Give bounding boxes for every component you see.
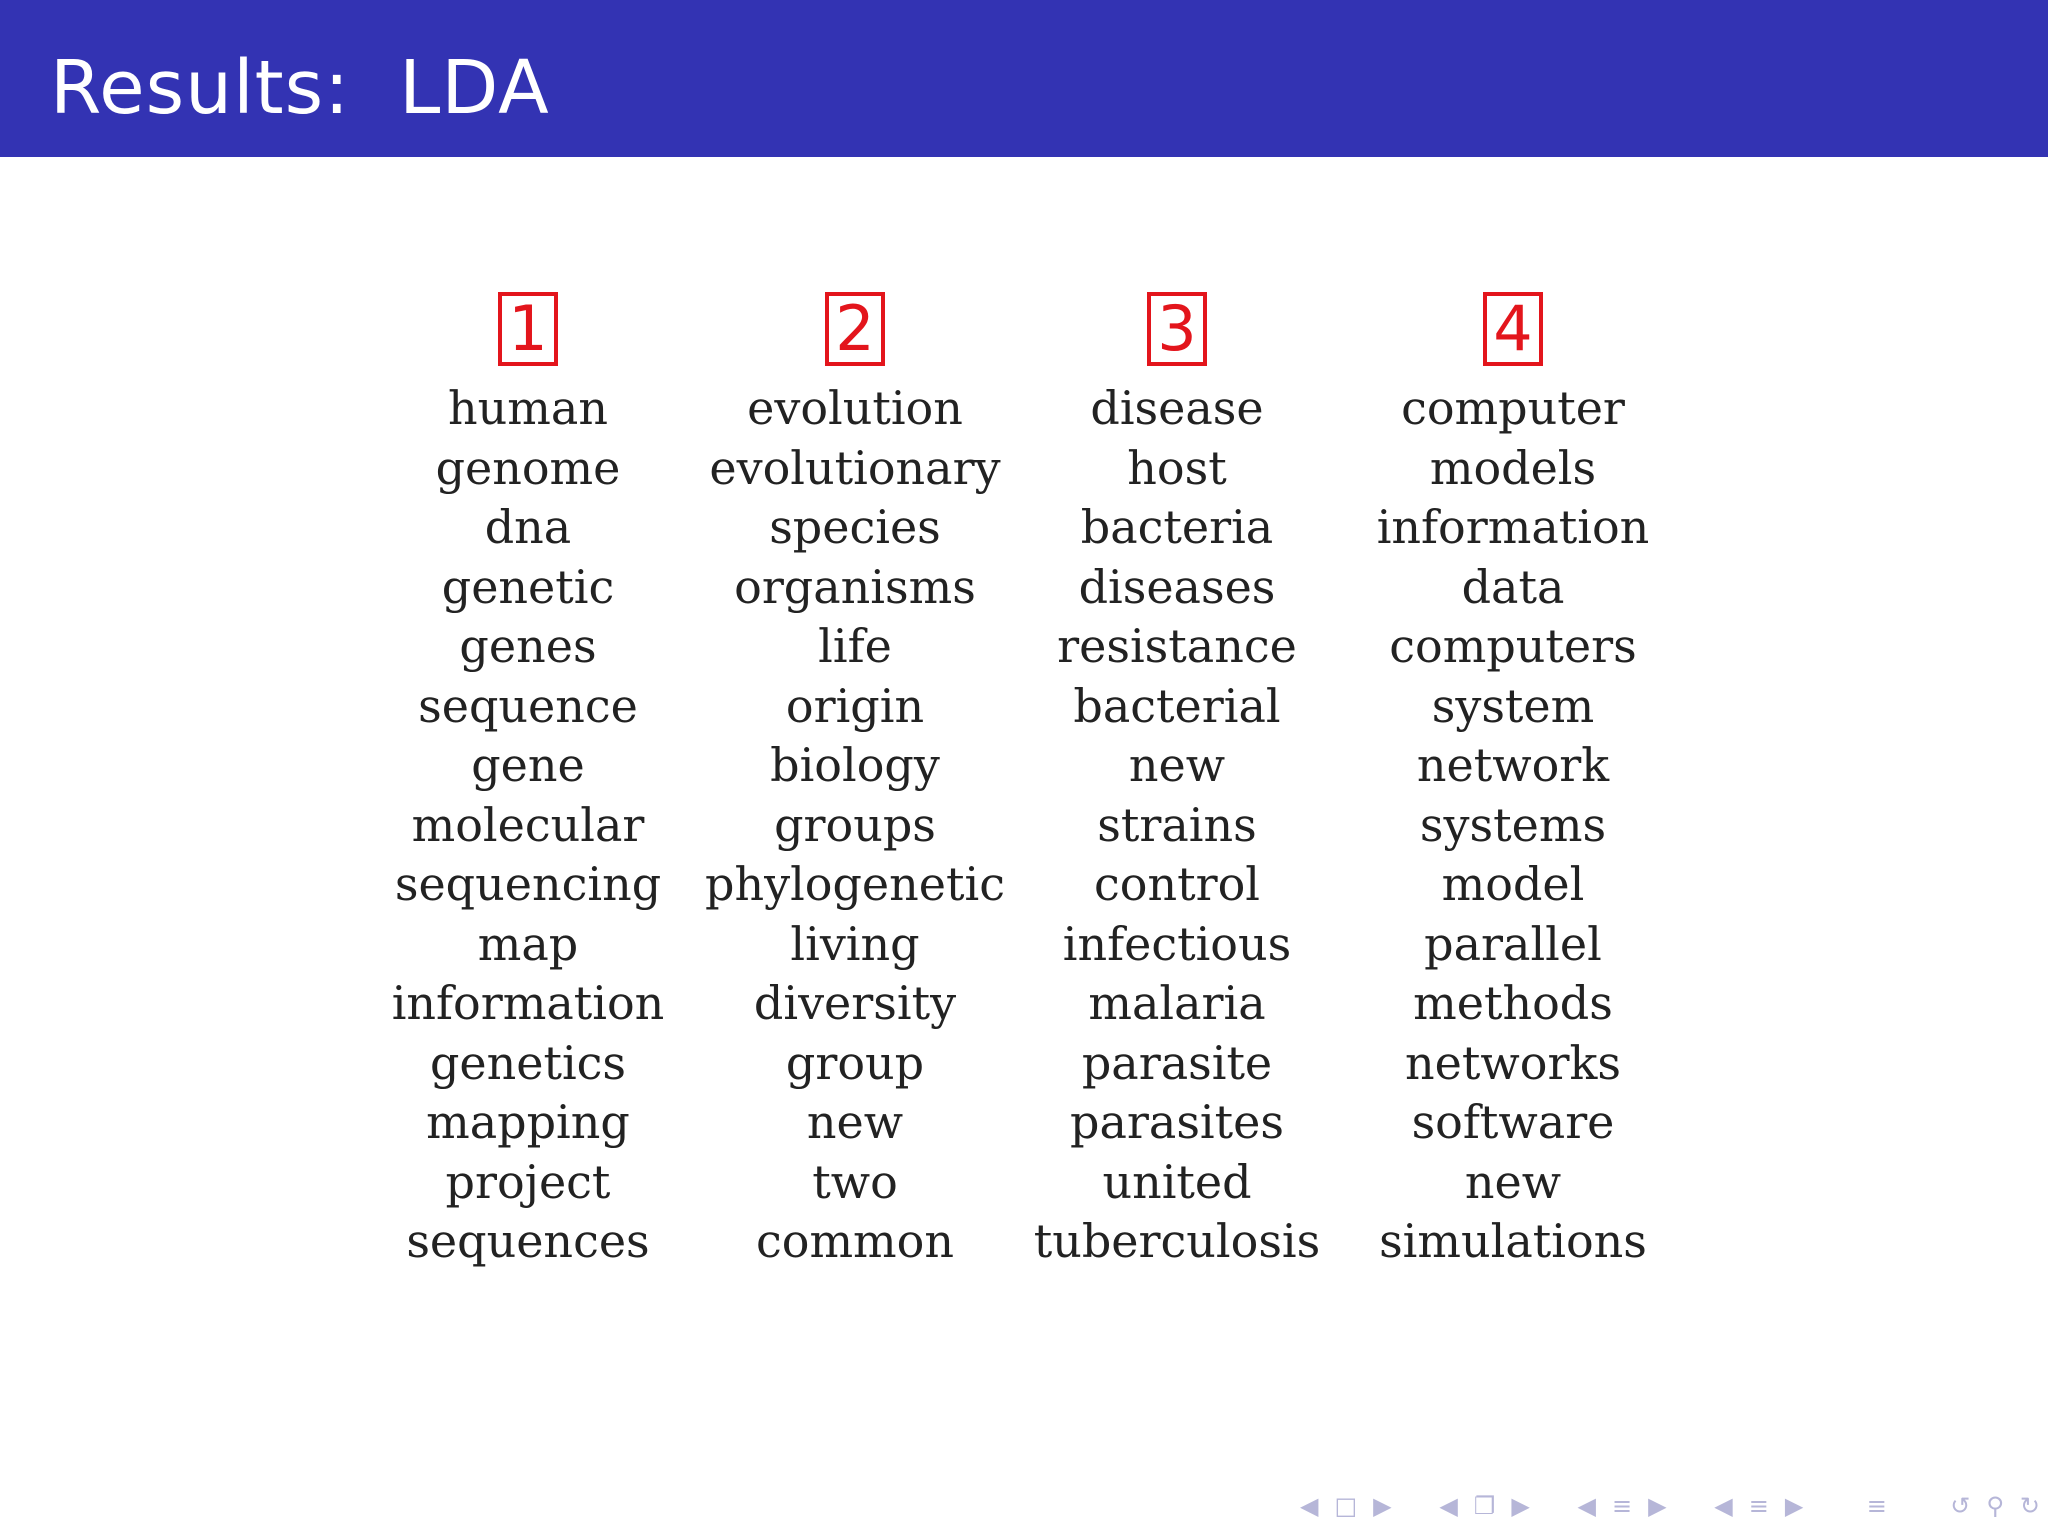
topic-column-4 (1353, 292, 1673, 1272)
topic-word: sequencing (394, 857, 662, 911)
slide-title: Results: LDA (50, 45, 550, 131)
section-icon[interactable]: ≡ (1611, 1492, 1633, 1520)
topic-word: infectious (1062, 916, 1292, 971)
topic-word: genome (435, 440, 621, 495)
topic-word: bacteria (1080, 500, 1274, 554)
subsection-icon[interactable]: ❐ (1473, 1492, 1496, 1520)
topic-word: software (1411, 1095, 1615, 1149)
topic-word: evolutionary (709, 440, 1001, 495)
topic-word-list (392, 379, 665, 1272)
topic-word: parasite (1081, 1035, 1273, 1090)
topic-word: life (818, 619, 892, 673)
toc-icon[interactable]: ≡ (1748, 1492, 1769, 1520)
topic-word: two (812, 1154, 898, 1209)
beamer-navigation-bar (1300, 1488, 2040, 1524)
prev-frame-arrow-icon[interactable]: ◀ (1300, 1492, 1319, 1520)
topic-word: diseases (1078, 559, 1276, 614)
topic-word-list (705, 379, 1005, 1272)
topic-word: parallel (1424, 916, 1602, 971)
prev-subsection-arrow-icon[interactable]: ◀ (1439, 1492, 1458, 1520)
topic-word: information (1376, 500, 1650, 554)
topic-word: new (806, 1095, 904, 1149)
frame-icon[interactable]: □ (1334, 1492, 1358, 1520)
topic-word: project (445, 1154, 611, 1209)
topic-column-2 (695, 292, 1015, 1272)
topic-word: computer (1401, 381, 1625, 435)
prev-toc-arrow-icon[interactable]: ◀ (1714, 1492, 1733, 1520)
topic-word: malaria (1088, 976, 1266, 1030)
topic-word: common (755, 1214, 954, 1268)
redo-icon[interactable]: ↻ (2019, 1492, 2040, 1520)
topic-word: systems (1419, 797, 1607, 852)
topic-word: strains (1097, 797, 1257, 852)
topic-word: tuberculosis (1033, 1214, 1321, 1268)
topic-word: resistance (1057, 619, 1297, 673)
title-bar (0, 0, 2048, 157)
topic-word: biology (770, 738, 940, 792)
topic-word: parasites (1070, 1095, 1284, 1149)
topic-number-box: 4 (1483, 292, 1543, 366)
topic-word: gene (471, 738, 585, 792)
topic-word: computers (1389, 619, 1637, 673)
topic-word: phylogenetic (705, 857, 1005, 911)
topic-word: host (1127, 440, 1227, 495)
topic-word: networks (1405, 1035, 1621, 1090)
topic-word: genetics (429, 1035, 627, 1090)
topic-number-box: 2 (825, 292, 885, 366)
search-icon[interactable]: ⚲ (1986, 1492, 2004, 1520)
topic-word: human (448, 381, 608, 435)
topic-word: origin (785, 678, 925, 733)
topic-word: information (391, 976, 665, 1030)
topic-word: control (1094, 857, 1260, 911)
topic-word: group (785, 1035, 925, 1090)
topic-word: genes (459, 619, 597, 673)
list-icon[interactable]: ≡ (1866, 1492, 1887, 1520)
topic-word: map (477, 916, 579, 971)
topic-word: organisms (734, 559, 976, 614)
prev-section-arrow-icon[interactable]: ◀ (1577, 1492, 1596, 1520)
topic-word: dna (484, 500, 572, 554)
next-toc-arrow-icon[interactable]: ▶ (1784, 1492, 1804, 1520)
topic-word: new (1128, 738, 1226, 792)
topic-number-box: 3 (1147, 292, 1207, 366)
topic-word: sequences (406, 1214, 650, 1268)
topic-word: bacterial (1073, 678, 1281, 733)
topic-number-box: 1 (498, 292, 558, 366)
topic-word: evolution (747, 381, 963, 435)
topic-word: diversity (753, 976, 957, 1030)
undo-icon[interactable]: ↺ (1950, 1492, 1971, 1520)
topic-word: sequence (418, 678, 638, 733)
topic-word-list (1377, 379, 1650, 1272)
topic-column-3 (1017, 292, 1337, 1272)
topic-word: network (1416, 738, 1610, 792)
topic-word: methods (1413, 976, 1613, 1030)
topic-word: simulations (1379, 1214, 1647, 1268)
topic-word: models (1429, 440, 1597, 495)
topic-word: disease (1090, 381, 1264, 435)
topic-word: model (1441, 857, 1585, 911)
next-frame-arrow-icon[interactable]: ▶ (1373, 1492, 1392, 1520)
topic-word: mapping (426, 1095, 630, 1149)
next-section-arrow-icon[interactable]: ▶ (1648, 1492, 1667, 1520)
next-subsection-arrow-icon[interactable]: ▶ (1511, 1492, 1530, 1520)
topic-word: species (769, 500, 941, 554)
topic-word: data (1461, 559, 1565, 614)
topic-word: groups (774, 797, 936, 852)
topics-table (0, 292, 2048, 1292)
topic-word: united (1102, 1154, 1252, 1209)
topic-word: molecular (411, 797, 645, 852)
topic-word: living (790, 916, 920, 971)
topic-column-1 (368, 292, 688, 1272)
topic-word: new (1464, 1154, 1562, 1209)
topic-word-list (1034, 379, 1321, 1272)
topic-word: genetic (441, 559, 615, 614)
topic-word: system (1431, 678, 1595, 733)
